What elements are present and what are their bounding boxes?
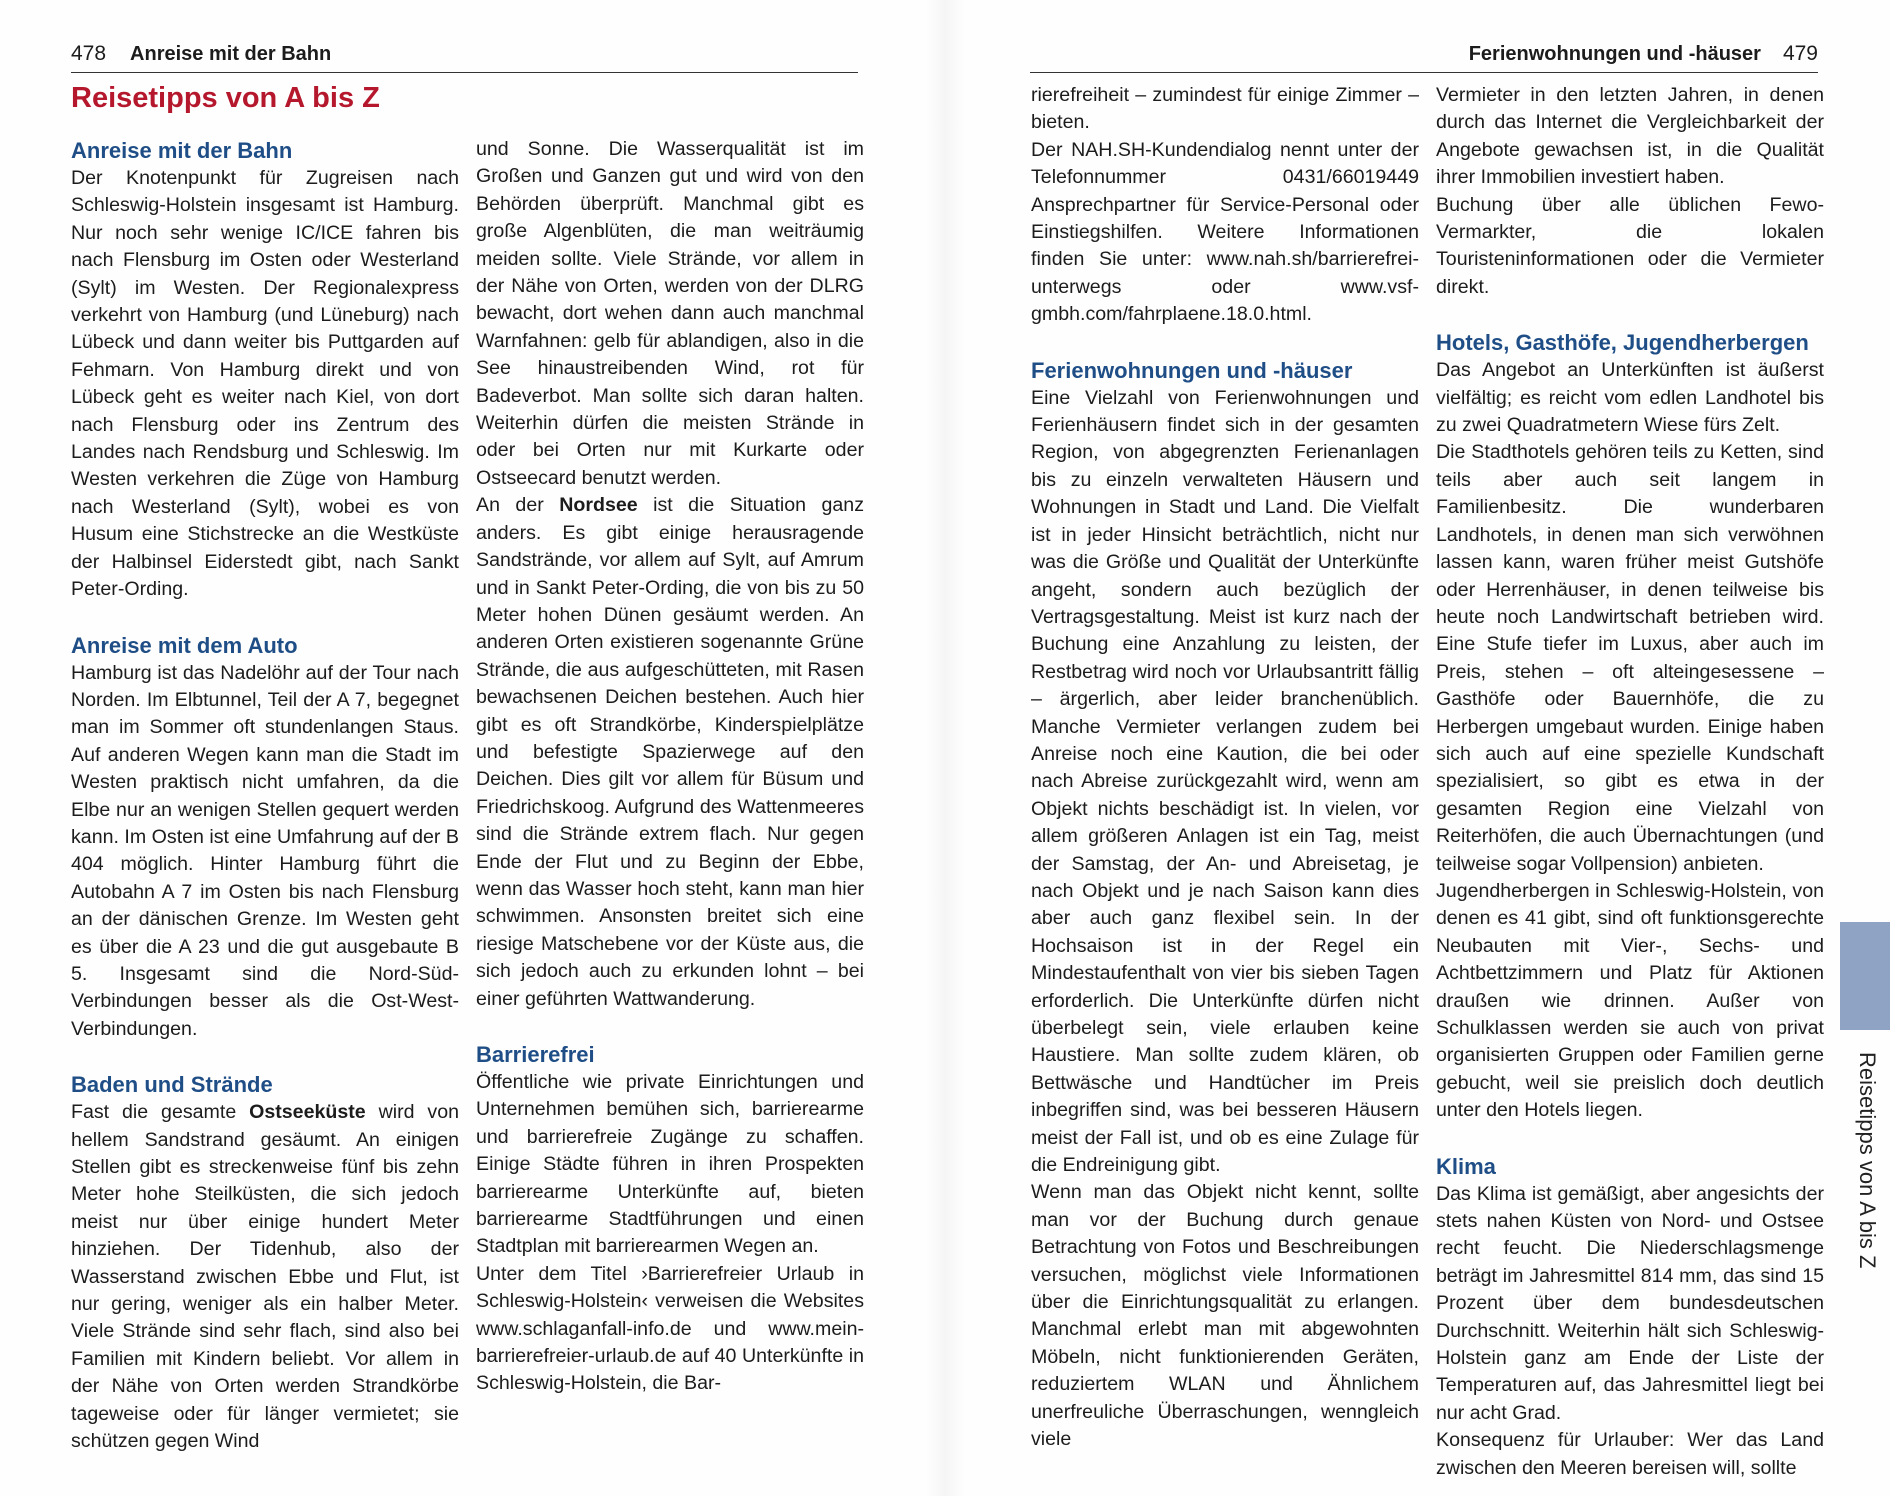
thumb-index-tab <box>1840 922 1890 1030</box>
paragraph-klima-1: Das Klima ist gemäßigt, aber angesichts der stets nahen Küsten von Nord- und Ostsee recht feucht. Die Niederschlagsmenge beträgt im Jahresmittel 814 mm, das sind 15 Prozent über dem bundesdeutschen Durchschnitt. Weiterhin hält sich Schleswig-Holstein ganz am Ende der Liste der Temperaturen auf, das Jahresmittel liegt bei nur acht Grad. <box>1436 1182 1824 1424</box>
paragraph-barrierefrei-2: Unter dem Titel ›Barrierefreier Urlaub in Schleswig-Holstein‹ verweisen die Websites www.schlaganfall-info.de und www.mein-barrierefreier-urlaub.de auf 40 Unterkünfte in Schleswig-Holstein, die Bar- <box>476 1262 864 1395</box>
paragraph-baden-3: An der Nordsee ist die Situation ganz anders. Es gibt einige herausragende Sandstrände, vor allem auf Sylt, auf Amrum und in Sankt Peter-Ording, die von bis zu 50 Meter hohen Dünen gesäumt werden. An anderen Orten existieren sogenannte Grüne Strände, die aus aufgeschütteten, mit Rasen bewachsenen Deichen bestehen. Auch hier gibt es oft Strandkörbe, Kinderspielplätze und befestigte Spazierwege auf den Deichen. Dies gilt vor allem für Büsum und Friedrichskoog. Aufgrund des Wattenmeeres sind die Strände extrem flach. Nur gegen Ende der Flut und zu Beginn der Ebbe, wenn das Wasser hoch steht, kann man hier schwimmen. Ansonsten breitet sich eine riesige Matschebene vor der Küste aus, die sich jedoch auch zu erkunden lohnt – bei einer geführten Wattwanderung. <box>476 494 864 1010</box>
section-heading-klima: Klima <box>1436 1153 1496 1179</box>
paragraph-ferien-4: Buchung über alle üblichen Fewo-Vermarkter, die lokalen Touristeninformationen oder die Vermieter direkt. <box>1436 193 1824 298</box>
side-tab-label: Reisetipps von A bis Z <box>1855 1052 1880 1269</box>
paragraph-hotels-3: Jugendherbergen in Schleswig-Holstein, von denen es 41 gibt, sind oft funktionsgerechte Neubauten mit Vier-, Sechs- und Achtbettzimmern und Platz für Aktionen draußen wie drinnen. Außer von Schulklassen werden sie auch von privat organisierten Gruppen oder Familien gerne gebucht, weil sie preislich doch deutlich unter den Hotels liegen. <box>1436 879 1824 1122</box>
right-running-head <box>1030 42 1818 73</box>
gutter-shadow <box>925 0 965 1496</box>
right-page-number: 479 <box>1782 42 1818 65</box>
paragraph-ferien-1: Eine Vielzahl von Ferienwohnungen und Ferienhäusern findet sich in der gesamten Region, von abgegrenzten Ferienanlagen bis zu einzeln verwalteten Häusern und Wohnungen in Stadt und Land. Die Vielfalt ist in jeder Hinsicht beträchtlich, nicht nur was die Größe und Qualität der Unterkünfte angeht, sondern auch bezüglich der Vertragsgestaltung. Meist ist kurz nach der Buchung eine Anzahlung zu leisten, der Restbetrag wird noch vor Urlaubsantritt fällig – ärgerlich, aber leider branchenüblich. Manche Vermieter verlangen zudem bei Anreise noch eine Kaution, die bei oder nach Abreise zurückgezahlt wird, wenn am Objekt nichts beschädigt ist. In vielen, vor allem größeren Anlagen ist ein Tag, meist der Samstag, der An- und Abreisetag, je nach Objekt und je nach Saison kann dies aber auch ganz flexibel sein. In der Hochsaison ist in der Regel ein Mindestaufenthalt von vier bis sieben Tagen erforderlich. Die Unterkünfte dürfen nicht überbelegt sein, viele erlauben keine Haustiere. Man sollte zudem klären, ob Bettwäsche und Handtücher im Preis inbegriffen sind, was bei besseren Häusern meist der Fall ist, und ob es eine Zulage für die Endreinigung gibt. <box>1031 386 1419 1177</box>
highlight-ostseekueste: Ostseeküste <box>249 1101 366 1124</box>
right-running-head-title: Ferienwohnungen und -häuser <box>1468 43 1761 65</box>
paragraph-klima-2: Konsequenz für Urlauber: Wer das Land zwischen den Meeren bereisen will, sollte <box>1436 1429 1824 1479</box>
section-heading-ferien: Ferienwohnungen und -häuser <box>1031 357 1353 383</box>
paragraph-barrierefrei-4: Der NAH.SH-Kundendialog nennt unter der Telefonnummer 0431/66019449 Ansprechpartner für Service-Personal oder Einstiegshilfen. Weitere Informationen finden Sie unter: www.nah.sh/barrierefrei-unterwegs oder www.vsf-gmbh.com/fahrplaene.18.0.html. <box>1031 138 1419 326</box>
section-heading-hotels: Hotels, Gasthöfe, Jugendherbergen <box>1436 330 1809 356</box>
highlight-nordsee: Nordsee <box>559 494 638 517</box>
paragraph-barrierefrei-1: Öffentliche wie private Einrichtungen und Unternehmen bemühen sich, barrierearme und barrierefreie Zugänge zu schaffen. Einige Städte führen in ihren Prospekten barrierearme Unterkünfte auf, bieten barrierearme Stadtführungen und einen Stadtplan mit barrierearmen Wegen an. <box>476 1071 864 1258</box>
left-page-number: 478 <box>71 42 107 65</box>
paragraph-auto: Hamburg ist das Nadelöhr auf der Tour nach Norden. Im Elbtunnel, Teil der A 7, begegnet man im Sommer oft stundenlangen Staus. Auf anderen Wegen kann man die Stadt im Westen praktisch nicht umfahren, da die Elbe nur an wenigen Stellen gequert werden kann. Im Osten ist eine Umfahrung auf der B 404 möglich. Hinter Hamburg führt die Autobahn A 7 im Osten bis nach Flensburg an der dänischen Grenze. Im Westen geht es über die A 23 und die gut ausgebaute B 5. Insgesamt sind die Nord-Süd-Verbindungen besser als die Ost-West-Verbindungen. <box>71 661 459 1040</box>
paragraph-baden-2: und Sonne. Die Wasserqualität ist im Großen und Ganzen gut und wird von den Behörden überprüft. Manchmal gibt es große Algenblüten, die man weiträumig meiden sollte. Viele Strände, vor allem in der Nähe von Orten, werden von der DLRG bewacht, dort wehen dann auch manchmal Warnfahnen: gelb für ablandigen, also in die See hinaustreibenden Wind, rot für Badeverbot. Man sollte sich daran halten. Weiterhin dürfen die meisten Strände in oder bei Orten nur mit Kurkarte oder Ostseecard benutzt werden. <box>476 138 864 489</box>
paragraph-hotels-2: Die Stadthotels gehören teils zu Ketten, sind teils aber auch seit langem in Familienbesitz. Die wunderbaren Landhotels, in denen man sich verwöhnen lassen kann, waren früher meist Gutshöfe oder Herrenhäuser, in denen teilweise bis heute noch Landwirtschaft betrieben wird. Eine Stufe tiefer im Luxus, aber auch im Preis, stehen – oft alteingesessene – Gasthöfe oder Bauernhöfe, die zu Herbergen umgebaut wurden. Einige haben sich auch auf eine spezielle Kundschaft spezialisiert, so gibt es etwa in der gesamten Region eine Vielzahl von Reiterhöfen, die auch Übernachtungen (und teilweise sogar Vollpension) anbieten. <box>1436 441 1824 875</box>
left-running-head-title: Anreise mit der Bahn <box>130 43 332 65</box>
section-heading-barrierefrei: Barrierefrei <box>476 1042 595 1067</box>
section-heading-baden: Baden und Strände <box>71 1072 273 1098</box>
column-4 <box>1436 82 1824 1482</box>
paragraph-ferien-3: Vermieter in den letzten Jahren, in denen durch das Internet die Vergleichbarkeit der Angebote gewachsen ist, in die Qualität ihrer Immobilien investiert haben. <box>1436 84 1824 189</box>
column-2 <box>476 136 864 1398</box>
paragraph-ferien-2: Wenn man das Objekt nicht kennt, sollte man vor der Buchung durch genaue Betrachtung von Fotos und Beschreibungen versuchen, möglichst viele Informationen über die Einrichtungsqualität zu erlangen. Manchmal erlebt man mit abgewohnten Möbeln, nicht funktionierenden Geräten, reduziertem WLAN und Ähnlichem unerfreuliche Überraschungen, wenngleich viele <box>1031 1181 1419 1451</box>
column-1 <box>71 136 459 1455</box>
paragraph-baden-1: Fast die gesamte Ostseeküste wird von hellem Sandstrand gesäumt. An einigen Stellen gibt es streckenweise fünf bis zehn Meter hohe Steilküsten, die sich jedoch meist nur über einige hundert Meter hinziehen. Der Tidenhub, also der Wasserstand zwischen Ebbe und Flut, ist nur gering, weniger als ein halber Meter. Viele Strände sind sehr flach, sind also bei Familien mit Kindern beliebt. Vor allem in der Nähe von Orten werden Strandkörbe tageweise oder für länger vermietet; sie schützen gegen Wind <box>71 1101 459 1453</box>
column-3 <box>1031 82 1419 1454</box>
section-heading-bahn: Anreise mit der Bahn <box>71 138 293 163</box>
paragraph-hotels-1: Das Angebot an Unterkünften ist äußerst vielfältig; es reicht vom edlen Landhotel bis zu zwei Quadratmetern Wiese fürs Zelt. <box>1436 359 1824 437</box>
paragraph-bahn: Der Knotenpunkt für Zugreisen nach Schleswig-Holstein insgesamt ist Hamburg. Nur noch sehr wenige IC/ICE fahren bis nach Flensburg im Osten oder Westerland (Sylt) im Westen. Der Regionalexpress verkehrt von Hamburg (und Lüneburg) nach Lübeck und dann weiter bis Puttgarden auf Fehmarn. Von Hamburg direkt und von Lübeck geht es weiter nach Kiel, von dort nach Flensburg oder ins Zentrum des Landes nach Rendsburg und Schleswig. Im Westen verkehren die Züge von Hamburg nach Westerland (Sylt), wobei es von Husum eine Stichstrecke an die Westküste der Halbinsel Eiderstedt gibt, nach Sankt Peter-Ording. <box>71 167 459 601</box>
chapter-title: Reisetipps von A bis Z <box>71 82 380 114</box>
paragraph-barrierefrei-3: rierefreiheit – zumindest für einige Zimmer – bieten. <box>1031 84 1419 134</box>
left-running-head <box>71 42 858 73</box>
section-heading-auto: Anreise mit dem Auto <box>71 632 298 658</box>
